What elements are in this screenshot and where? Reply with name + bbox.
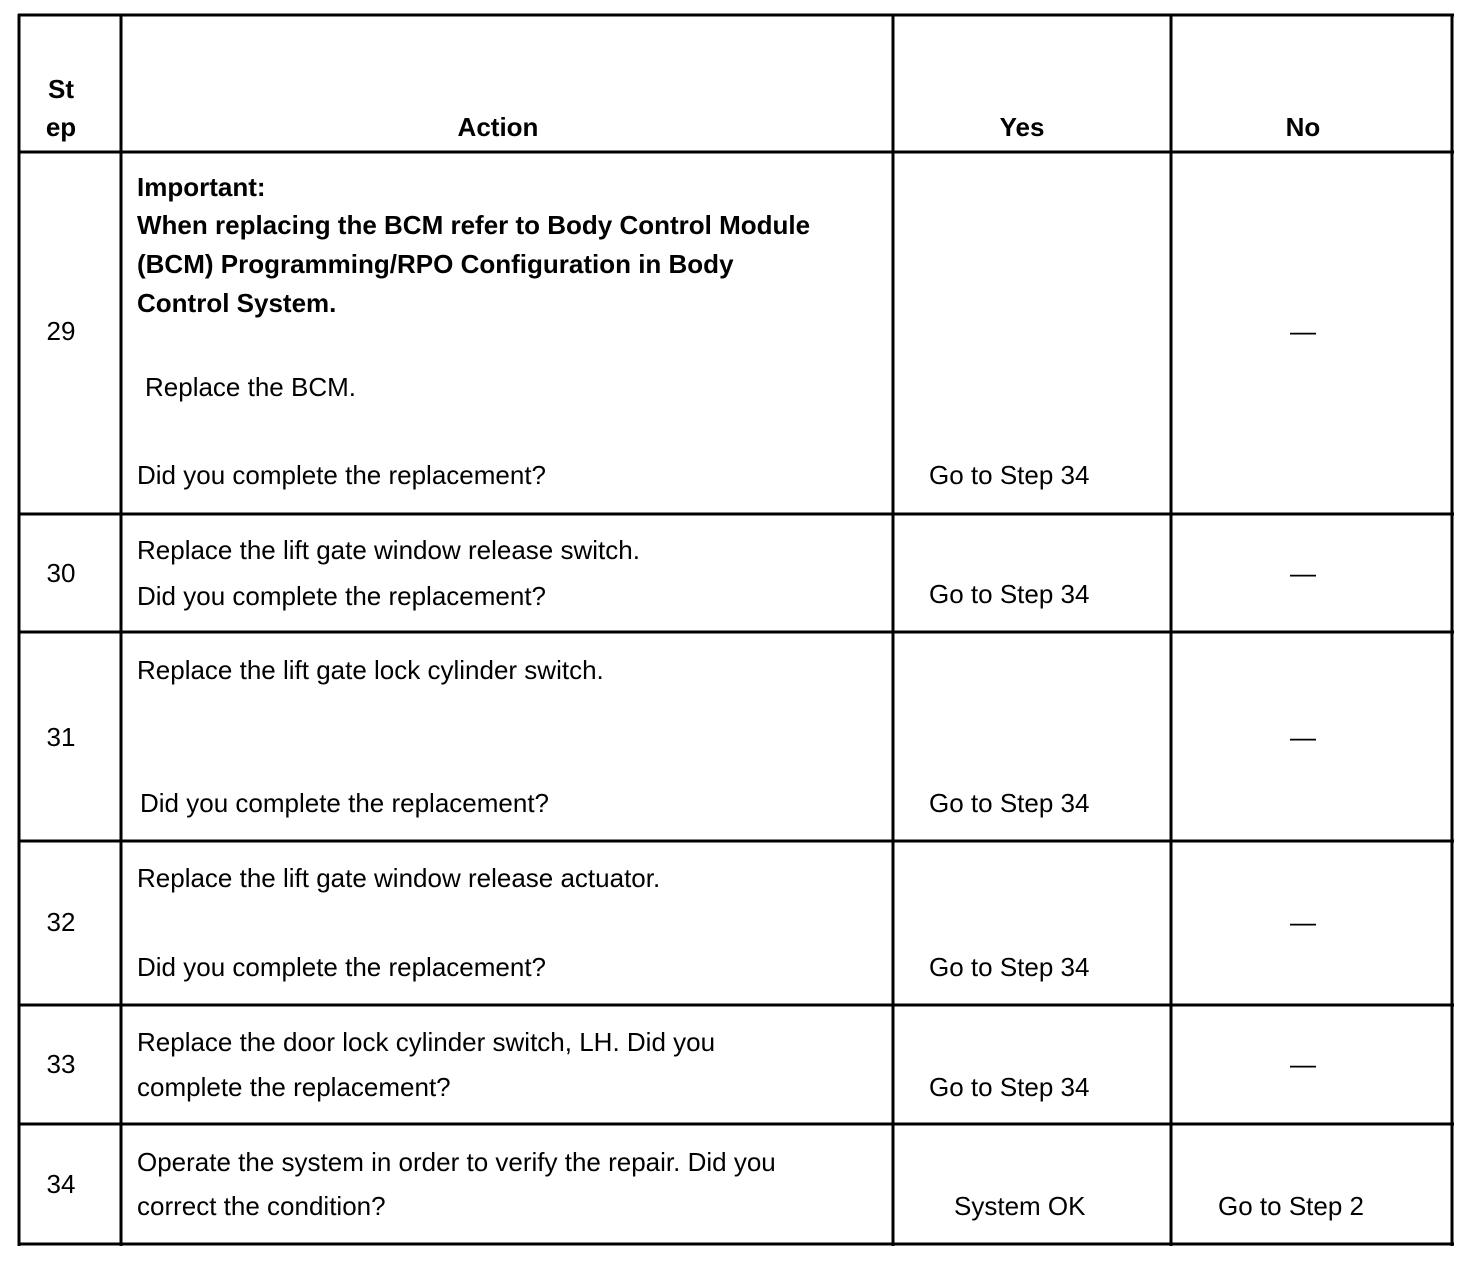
step-number-30: 30 <box>46 558 76 588</box>
step-number-32: 32 <box>46 907 76 937</box>
action-text-33-line2: complete the replacement? <box>137 1072 451 1102</box>
action-question-30: Did you complete the replacement? <box>137 581 547 611</box>
no-result-34: Go to Step 2 <box>1218 1191 1364 1221</box>
action-question-29: Did you complete the replacement? <box>137 460 547 490</box>
yes-result-30: Go to Step 34 <box>929 579 1090 609</box>
action-text-34-line1: Operate the system in order to verify the repair. Did you <box>137 1147 776 1177</box>
yes-result-32: Go to Step 34 <box>929 952 1090 982</box>
action-instruction-30: Replace the lift gate window release switch. <box>137 535 640 565</box>
header-step-line1: St <box>48 74 74 104</box>
yes-result-29: Go to Step 34 <box>929 460 1090 490</box>
header-yes: Yes <box>999 112 1045 142</box>
important-label: Important: <box>137 172 266 202</box>
step-number-29: 29 <box>46 316 76 346</box>
header-action: Action <box>457 112 539 142</box>
action-instruction-32: Replace the lift gate window release actuator. <box>137 863 661 893</box>
important-note-line3: Control System. <box>137 288 337 318</box>
yes-result-33: Go to Step 34 <box>929 1072 1090 1102</box>
action-instruction-29: Replace the BCM. <box>145 372 356 402</box>
step-number-34: 34 <box>46 1169 76 1199</box>
action-instruction-31: Replace the lift gate lock cylinder switch. <box>137 655 604 685</box>
action-text-34-line2: correct the condition? <box>137 1191 386 1221</box>
no-result-33: — <box>1290 1049 1316 1079</box>
no-result-29: — <box>1290 316 1316 346</box>
header-step-line2: ep <box>45 112 77 142</box>
action-question-31: Did you complete the replacement? <box>140 788 550 818</box>
step-number-33: 33 <box>46 1049 76 1079</box>
important-note-line1: When replacing the BCM refer to Body Control Module <box>137 210 811 240</box>
important-note-line2: (BCM) Programming/RPO Configuration in Body <box>137 249 734 279</box>
step-number-31: 31 <box>46 722 76 752</box>
yes-result-34: System OK <box>954 1191 1086 1221</box>
no-result-31: — <box>1290 722 1316 752</box>
action-question-32: Did you complete the replacement? <box>137 952 547 982</box>
no-result-32: — <box>1290 907 1316 937</box>
yes-result-31: Go to Step 34 <box>929 788 1090 818</box>
action-text-33-line1: Replace the door lock cylinder switch, LH. Did you <box>137 1027 716 1057</box>
no-result-30: — <box>1290 558 1316 588</box>
header-no: No <box>1285 112 1321 142</box>
